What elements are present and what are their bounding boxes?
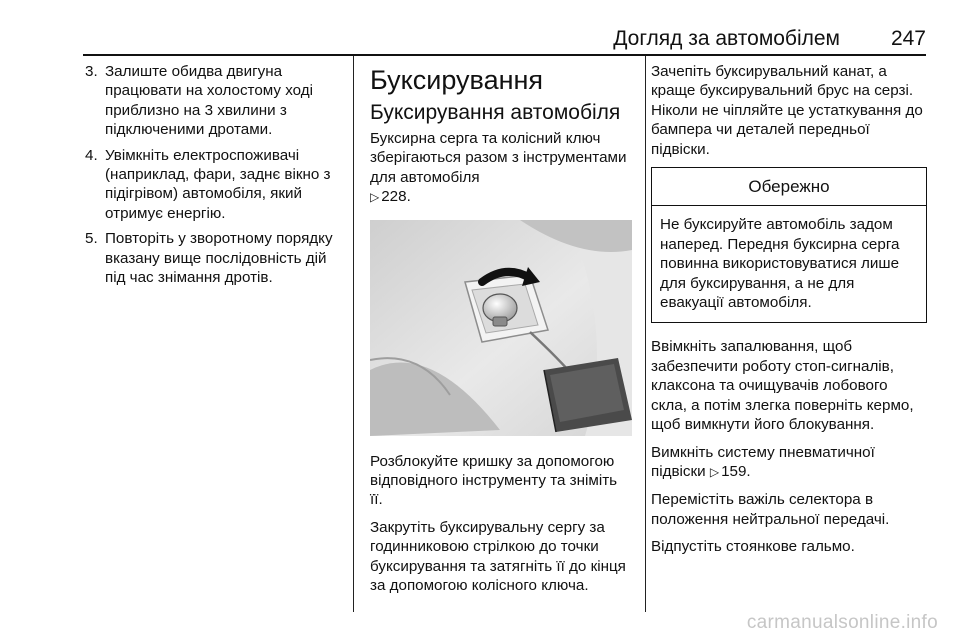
step-number: 3. (85, 63, 98, 80)
page-reference-link[interactable]: 159. (721, 462, 751, 480)
column-3 (651, 62, 927, 565)
page-reference-link[interactable]: 228. (381, 188, 411, 206)
towing-eye-cover-illustration (370, 220, 632, 436)
column-divider-left (353, 56, 354, 612)
paragraph-remove-cover: Розблокуйте кришку за допомогою відповідного інструменту та зніміть її. (370, 452, 618, 509)
paragraph-attach-rope: Зачепіть буксирувальний канат, а краще буксирувальний брус на серзі. Ніколи не чіпляйте це устаткування до бампера чи деталей передньої підвіски. (651, 63, 923, 158)
paragraph-ignition: Ввімкніть запалювання, щоб забезпечити роботу стоп-сигналів, клаксона та очищувачів лобового скла, а потім злегка поверніть кермо, щоб вимкнути його блокування. (651, 338, 914, 434)
paragraph-parking-brake: Відпустіть стоянкове гальмо. (651, 538, 855, 556)
column-2 (370, 64, 632, 603)
warning-body: Не буксируйте автомобіль задом наперед. Передня буксирна серга повинна використовуватися лише для буксирування, а не для евакуації автомобіля. (660, 216, 900, 312)
step-number: 5. (85, 230, 98, 248)
column-divider-right (645, 56, 646, 612)
subsection-heading: Буксирування автомобіля (370, 101, 621, 124)
intro-text: Буксирна серга та колісний ключ зберігаються разом з інструментами для автомобіля (370, 130, 627, 186)
paragraph-screw-towing-eye: Закрутіть буксирувальну сергу за годинниковою стрілкою до точки буксирування та затягніть її до кінця за допомогою колісного ключа. (370, 518, 626, 595)
air-suspension-text: Вимкніть систему пневматичної підвіски (651, 443, 875, 480)
step-item (83, 229, 343, 287)
watermark: carmanualsonline.info (746, 612, 938, 633)
paragraph-air-suspension (651, 443, 927, 483)
step-number: 4. (85, 146, 98, 164)
step-text: Повторіть у зворотному порядку вказану вище послідовність дій під час знімання дротів. (105, 230, 333, 287)
step-text: Увімкніть електроспоживачі (наприклад, фари, заднє вікно з підігрівом) автомобіля, який отримує енергію. (105, 146, 331, 222)
triangle-pointer-icon: ▷ (370, 190, 380, 205)
step-item (83, 146, 343, 224)
paragraph-selector-lever: Перемістіть важіль селектора в положення нейтральної передачі. (651, 491, 890, 528)
warning-title: Обережно (652, 168, 926, 206)
section-heading: Буксирування (370, 65, 544, 95)
intro-paragraph (370, 129, 632, 208)
warning-box (651, 167, 927, 323)
column-1 (83, 62, 343, 293)
page-header-title: Догляд за автомобілем (613, 27, 840, 50)
triangle-pointer-icon: ▷ (709, 464, 720, 479)
step-item (83, 62, 343, 140)
step-text: Залиште обидва двигуна працювати на холостому ході приблизно на 3 хвилини з підключеними дротами. (105, 63, 313, 139)
page-number: 247 (890, 27, 926, 50)
header-rule (83, 54, 926, 56)
